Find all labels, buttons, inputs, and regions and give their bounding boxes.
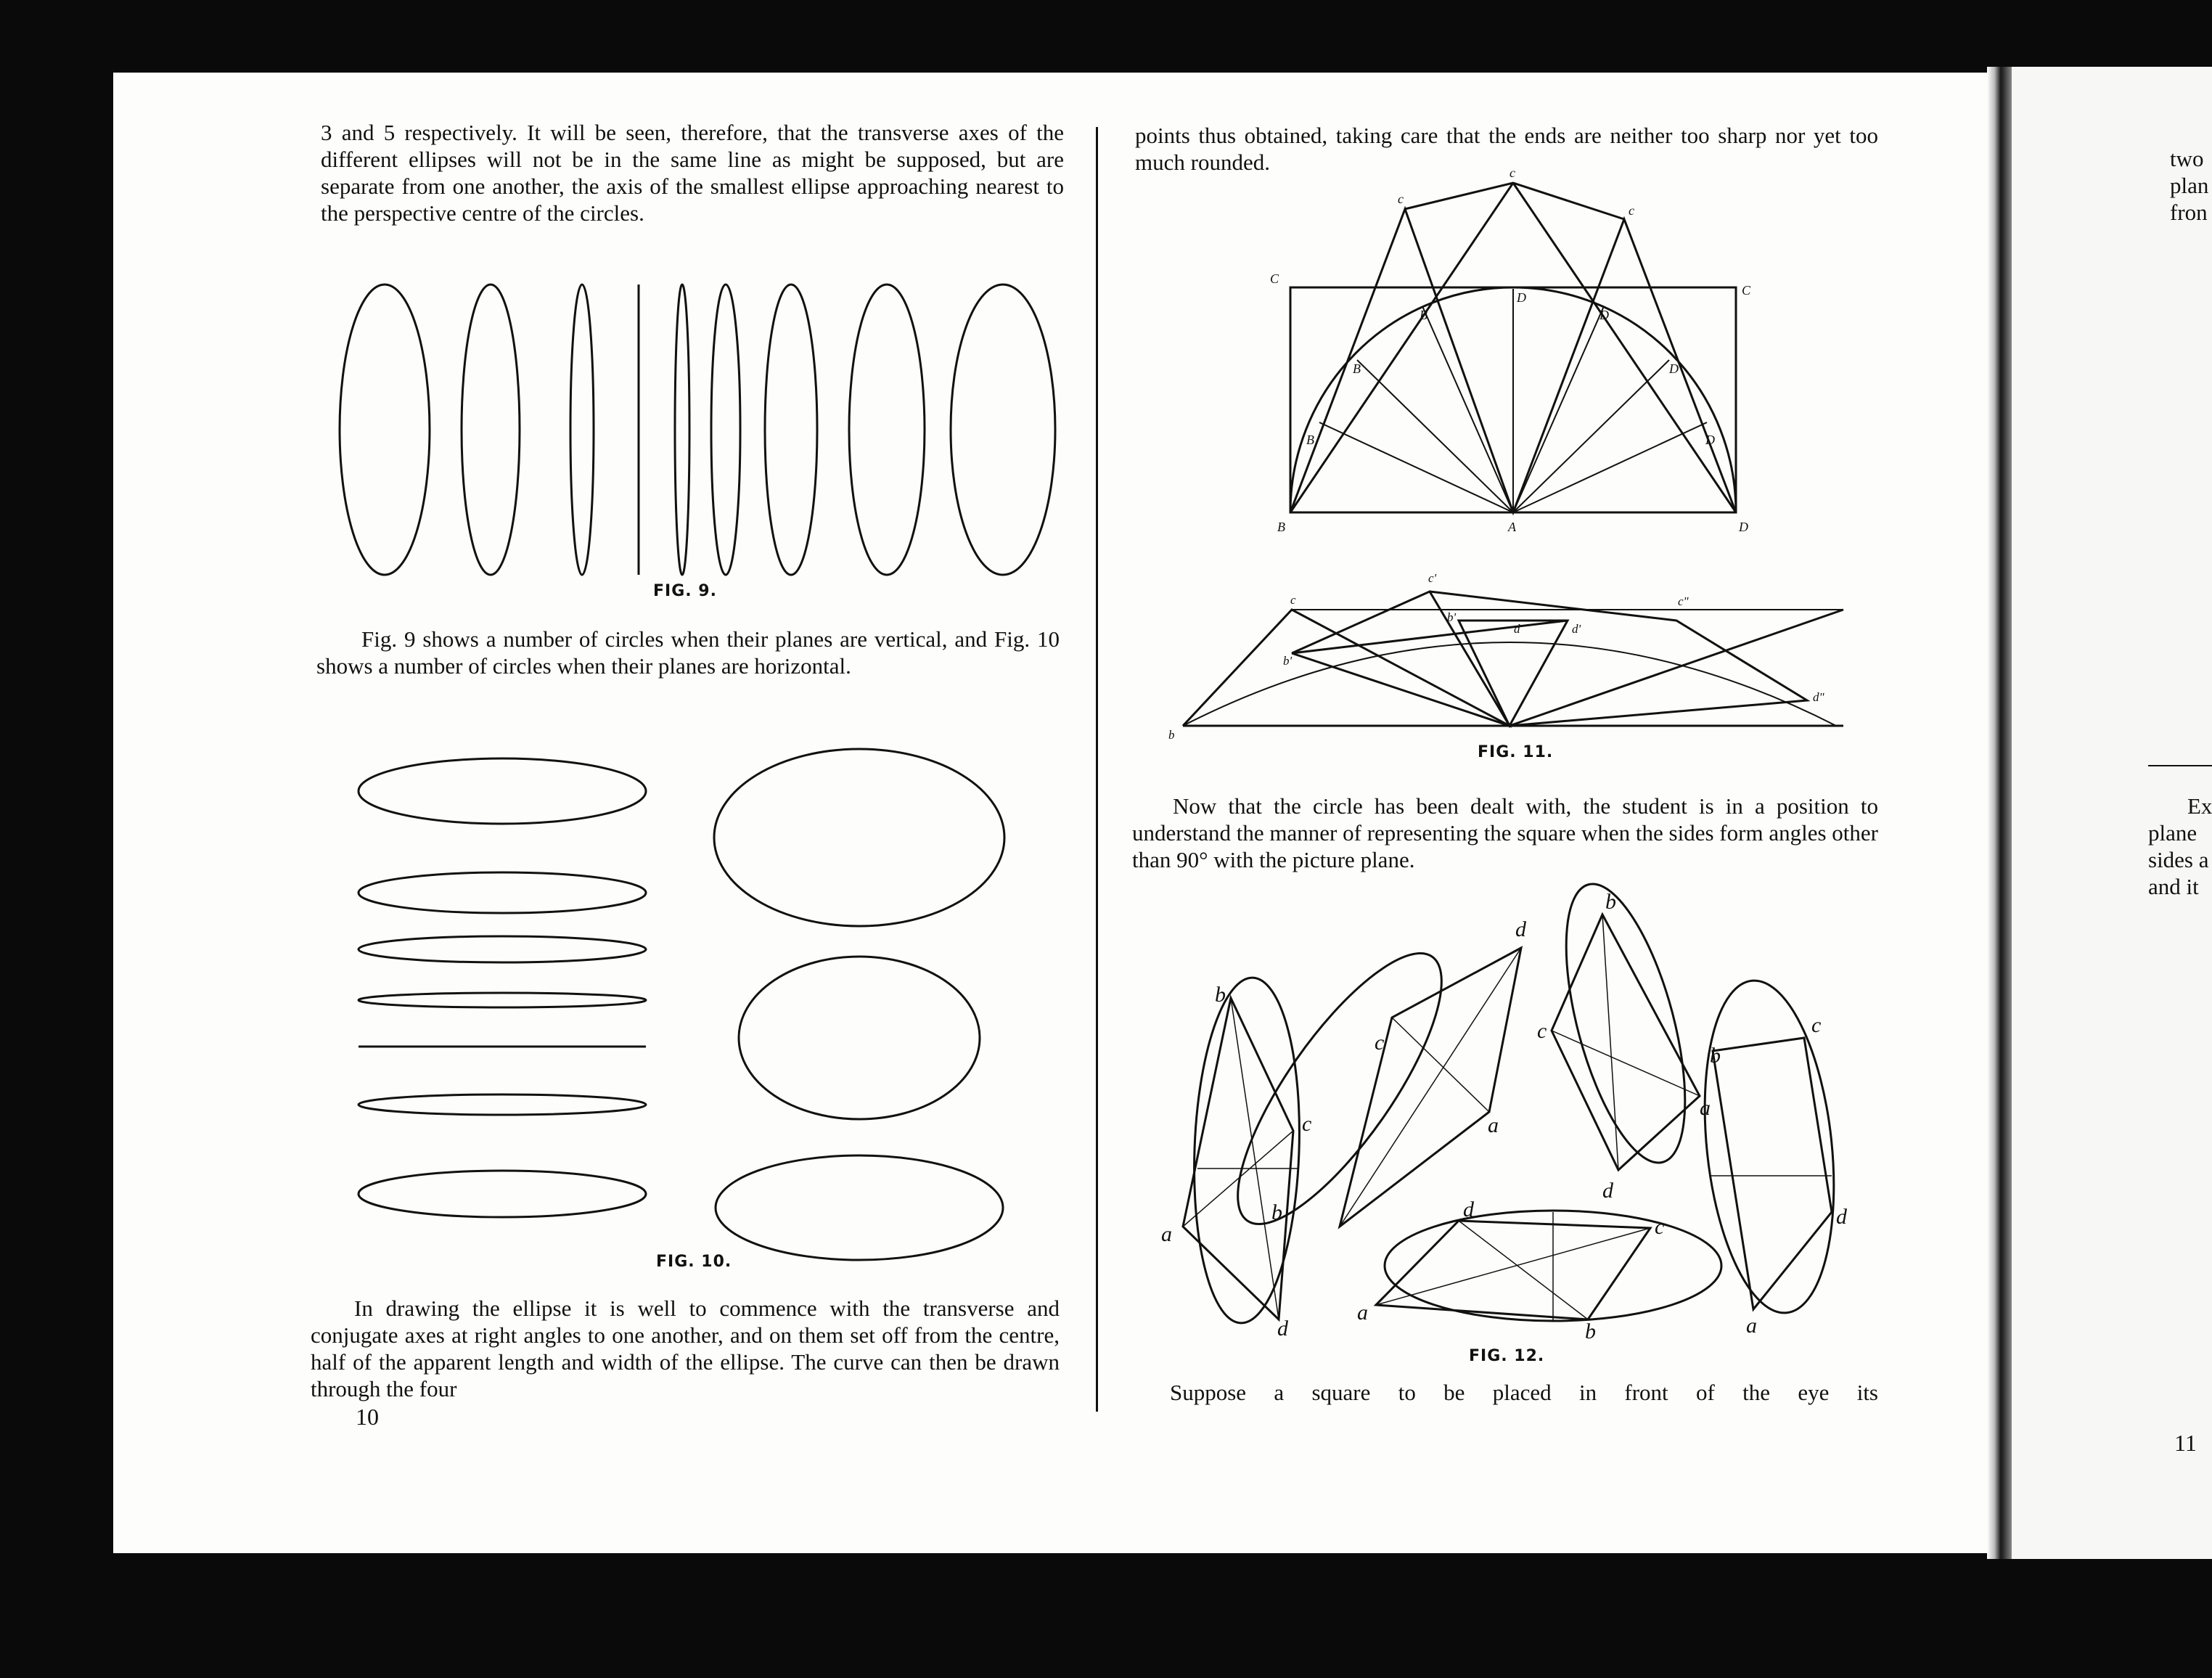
fig11-lower-label-b1: b' — [1447, 610, 1457, 624]
fig12-square — [1552, 914, 1700, 1170]
fig9-ellipse — [951, 285, 1055, 575]
fig12-label-b: b — [1215, 983, 1226, 1007]
fig12-ellipse — [1542, 872, 1709, 1175]
fig12-ellipse — [1205, 927, 1475, 1251]
fig12-square — [1376, 1221, 1650, 1319]
right-page-number: 11 — [2174, 1430, 2197, 1456]
fig10-ellipse — [359, 758, 646, 824]
fig12-label-a: a — [1161, 1222, 1172, 1246]
right-paragraph-2: Now that the circle has been dealt with, the student is in a position to understand the manner of representing the square when the sides form angles other than 90° with the picture plane. — [1132, 793, 1878, 872]
fig11-perspective-square — [1430, 592, 1807, 726]
fig12-label-c: c — [1375, 1031, 1385, 1055]
next-page-fragment: plane — [2148, 820, 2197, 846]
fig12-caption: FIG. 12. — [1469, 1347, 1545, 1365]
fig11-label-c: C — [1742, 283, 1751, 298]
left-paragraph-1: 3 and 5 respectively. It will be seen, therefore, that the transverse axes of the different ellipses will not be in the same line as might be supposed, but are separate from one another, the axis of the smallest ellipse approaching nearest to the perspective centre of the circles. — [321, 120, 1064, 226]
fig10-ellipse — [739, 957, 980, 1119]
fig10-ellipse — [714, 749, 1004, 926]
left-paragraph-2: Fig. 9 shows a number of circles when their planes are vertical, and Fig. 10 shows a number of circles when their planes are horizontal. — [316, 626, 1060, 679]
book-spine — [1987, 67, 2012, 1559]
fig10-ellipse — [359, 1094, 646, 1115]
fig11-label-b: B — [1353, 361, 1361, 376]
next-page-fragment: sides a — [2148, 847, 2209, 872]
next-page-fragment: and it — [2148, 874, 2199, 899]
fig11-label-c: c — [1629, 203, 1634, 218]
fig10-ellipse — [359, 872, 646, 913]
fig12-label-c: c — [1655, 1215, 1665, 1239]
fig12-label-d: d — [1277, 1317, 1288, 1341]
next-page-fragment: two — [2170, 146, 2204, 171]
fig11-label-c: c — [1510, 165, 1515, 180]
next-page-fragment: plan — [2170, 173, 2209, 198]
fig11-caption: FIG. 11. — [1478, 743, 1554, 761]
fig11-label-d: D — [1705, 433, 1715, 447]
fig12-square — [1713, 1038, 1832, 1309]
fig11-radial-line — [1513, 306, 1604, 512]
fig11-lower-label-c: c — [1290, 593, 1296, 607]
fig11-lower-label-c1: c' — [1428, 571, 1437, 585]
fig11-label-d: D — [1517, 290, 1526, 305]
fig11-radial-line — [1422, 306, 1513, 512]
right-paragraph-3: Suppose a square to be placed in front of the eye its — [1170, 1380, 1878, 1405]
fig11-triangle — [1459, 621, 1568, 726]
fig9-ellipse — [849, 285, 925, 575]
fig11-radial-line — [1319, 422, 1513, 512]
fig9-ellipse — [711, 285, 740, 575]
fig11-rotated-square — [1405, 183, 1624, 219]
fig9-ellipse — [675, 285, 689, 575]
column-divider — [1096, 127, 1098, 1412]
next-page-fragment: Ex — [2187, 793, 2212, 819]
fig12-label-d: d — [1836, 1205, 1847, 1229]
fig10-ellipse — [359, 936, 646, 962]
fig11-label-c: C — [1270, 271, 1279, 286]
fig12-label-b: b — [1605, 890, 1616, 914]
fig11-lower-label-d: d — [1514, 622, 1520, 636]
fig11-label-d: D — [1739, 520, 1748, 534]
fig11-label-b: B — [1277, 520, 1285, 534]
fig12-diagram — [1154, 890, 1880, 1357]
fig11-upper-diagram — [1270, 165, 1756, 537]
fig12-label-d: d — [1602, 1179, 1613, 1203]
fig11-lower-label-c2: c" — [1678, 594, 1689, 608]
fig12-label-a: a — [1357, 1301, 1368, 1325]
fig11-lower-label-b2: b' — [1283, 654, 1293, 668]
next-page-fragment: fron — [2170, 200, 2208, 225]
fig12-label-b: b — [1710, 1044, 1721, 1068]
fig10-ellipses — [348, 748, 1045, 1241]
fig12-label-a: a — [1746, 1314, 1757, 1338]
left-paragraph-3: In drawing the ellipse it is well to commence with the transverse and conjugate axes at right angles to one another, and on them set off from the centre, half of the apparent length and width of the ellipse. The curve can then be drawn through the four — [311, 1296, 1060, 1401]
fig9-ellipses — [319, 276, 1060, 588]
fig11-lower-label-b: b — [1168, 728, 1175, 742]
fig12-label-c: c — [1811, 1013, 1822, 1037]
fig9-ellipse — [462, 285, 520, 575]
fig9-ellipse — [340, 285, 430, 575]
fig12-label-c: c — [1302, 1112, 1312, 1136]
fig11-radial-line — [1357, 360, 1513, 512]
fig11-lower-label-d1: d' — [1572, 622, 1581, 636]
fig11-label-d: D — [1669, 361, 1679, 376]
fig11-lower-label-d2: d" — [1813, 690, 1824, 704]
fig12-label-d: d — [1515, 917, 1526, 941]
fig12-label-b: b — [1585, 1319, 1596, 1343]
fig9-caption: FIG. 9. — [653, 582, 717, 600]
fig12-label-a: a — [1700, 1096, 1711, 1120]
fig11-label-a: A — [1508, 520, 1516, 534]
fig10-caption: FIG. 10. — [656, 1253, 732, 1271]
fig12-label-a: a — [1488, 1113, 1499, 1137]
fig11-label-d: D — [1599, 308, 1609, 322]
fig11-lower-diagram — [1168, 566, 1851, 740]
fig11-radial-line — [1513, 360, 1669, 512]
fig11-label-c: c — [1398, 192, 1404, 206]
fig12-label-b: b — [1271, 1200, 1282, 1224]
fig10-ellipse — [359, 993, 646, 1007]
next-page-rule — [2148, 765, 2212, 766]
fig11-label-b: B — [1306, 433, 1314, 447]
left-page-number: 10 — [356, 1404, 379, 1430]
fig9-ellipse — [765, 285, 817, 575]
fig10-ellipse — [359, 1171, 646, 1217]
right-paragraph-1: points thus obtained, taking care that the ends are neither too sharp nor yet too much rounded. — [1135, 123, 1878, 175]
fig12-label-d: d — [1463, 1198, 1474, 1221]
next-page — [2000, 67, 2212, 1559]
fig12-label-c: c — [1537, 1019, 1547, 1043]
fig11-label-b: B — [1420, 308, 1427, 322]
fig12-ellipse — [1689, 974, 1848, 1319]
fig9-ellipse — [570, 285, 594, 575]
